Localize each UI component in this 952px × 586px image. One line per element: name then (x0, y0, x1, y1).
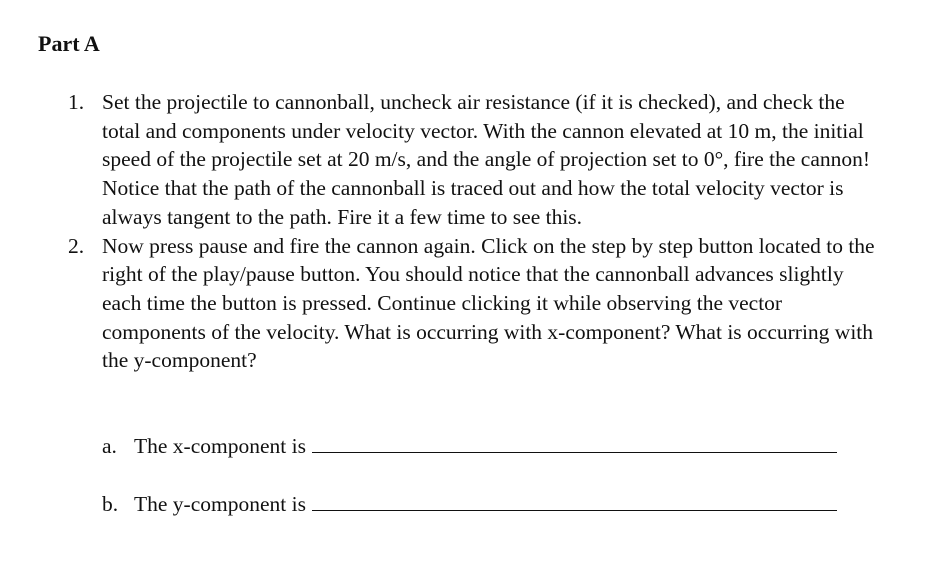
subquestion-b (102, 490, 837, 518)
item-number-2: 2. (68, 233, 85, 258)
subquestion-b-letter: b. (102, 492, 119, 516)
subquestion-b-label: The y-component is (134, 492, 306, 516)
list-item-2 (68, 232, 888, 376)
item-text-1: Set the projectile to cannonball, uncheck air resistance (if it is checked), and check the total and components under velocity vector. With the cannon elevated at 10 m, the initial speed of the projectile set at 20 m/s, and the angle of projection set to 0°, fire the cannon! Notice that the path of the cannonball is traced out and how the total velocity vector is always tangent to the path. Fire it a few time to see this. (102, 90, 871, 229)
item-number-1: 1. (68, 90, 85, 114)
answer-blank-a[interactable] (312, 432, 837, 453)
subquestion-a-letter: a. (102, 434, 117, 458)
list-item-1 (68, 88, 888, 232)
answer-blank-b[interactable] (312, 490, 837, 511)
section-heading: Part A (38, 31, 100, 56)
subquestion-a-label: The x-component is (134, 434, 306, 458)
subquestion-a (102, 432, 837, 460)
question-list (68, 88, 888, 375)
item-text-2: Now press pause and fire the cannon again. Click on the step by step button located to the right of the play/pause button. You should notice that the cannonball advances slightly each time the button is pressed. Continue clicking it while observing the vector components of the velocity. What is occurring with x-component? What is occurring with the y-component? (102, 233, 875, 373)
